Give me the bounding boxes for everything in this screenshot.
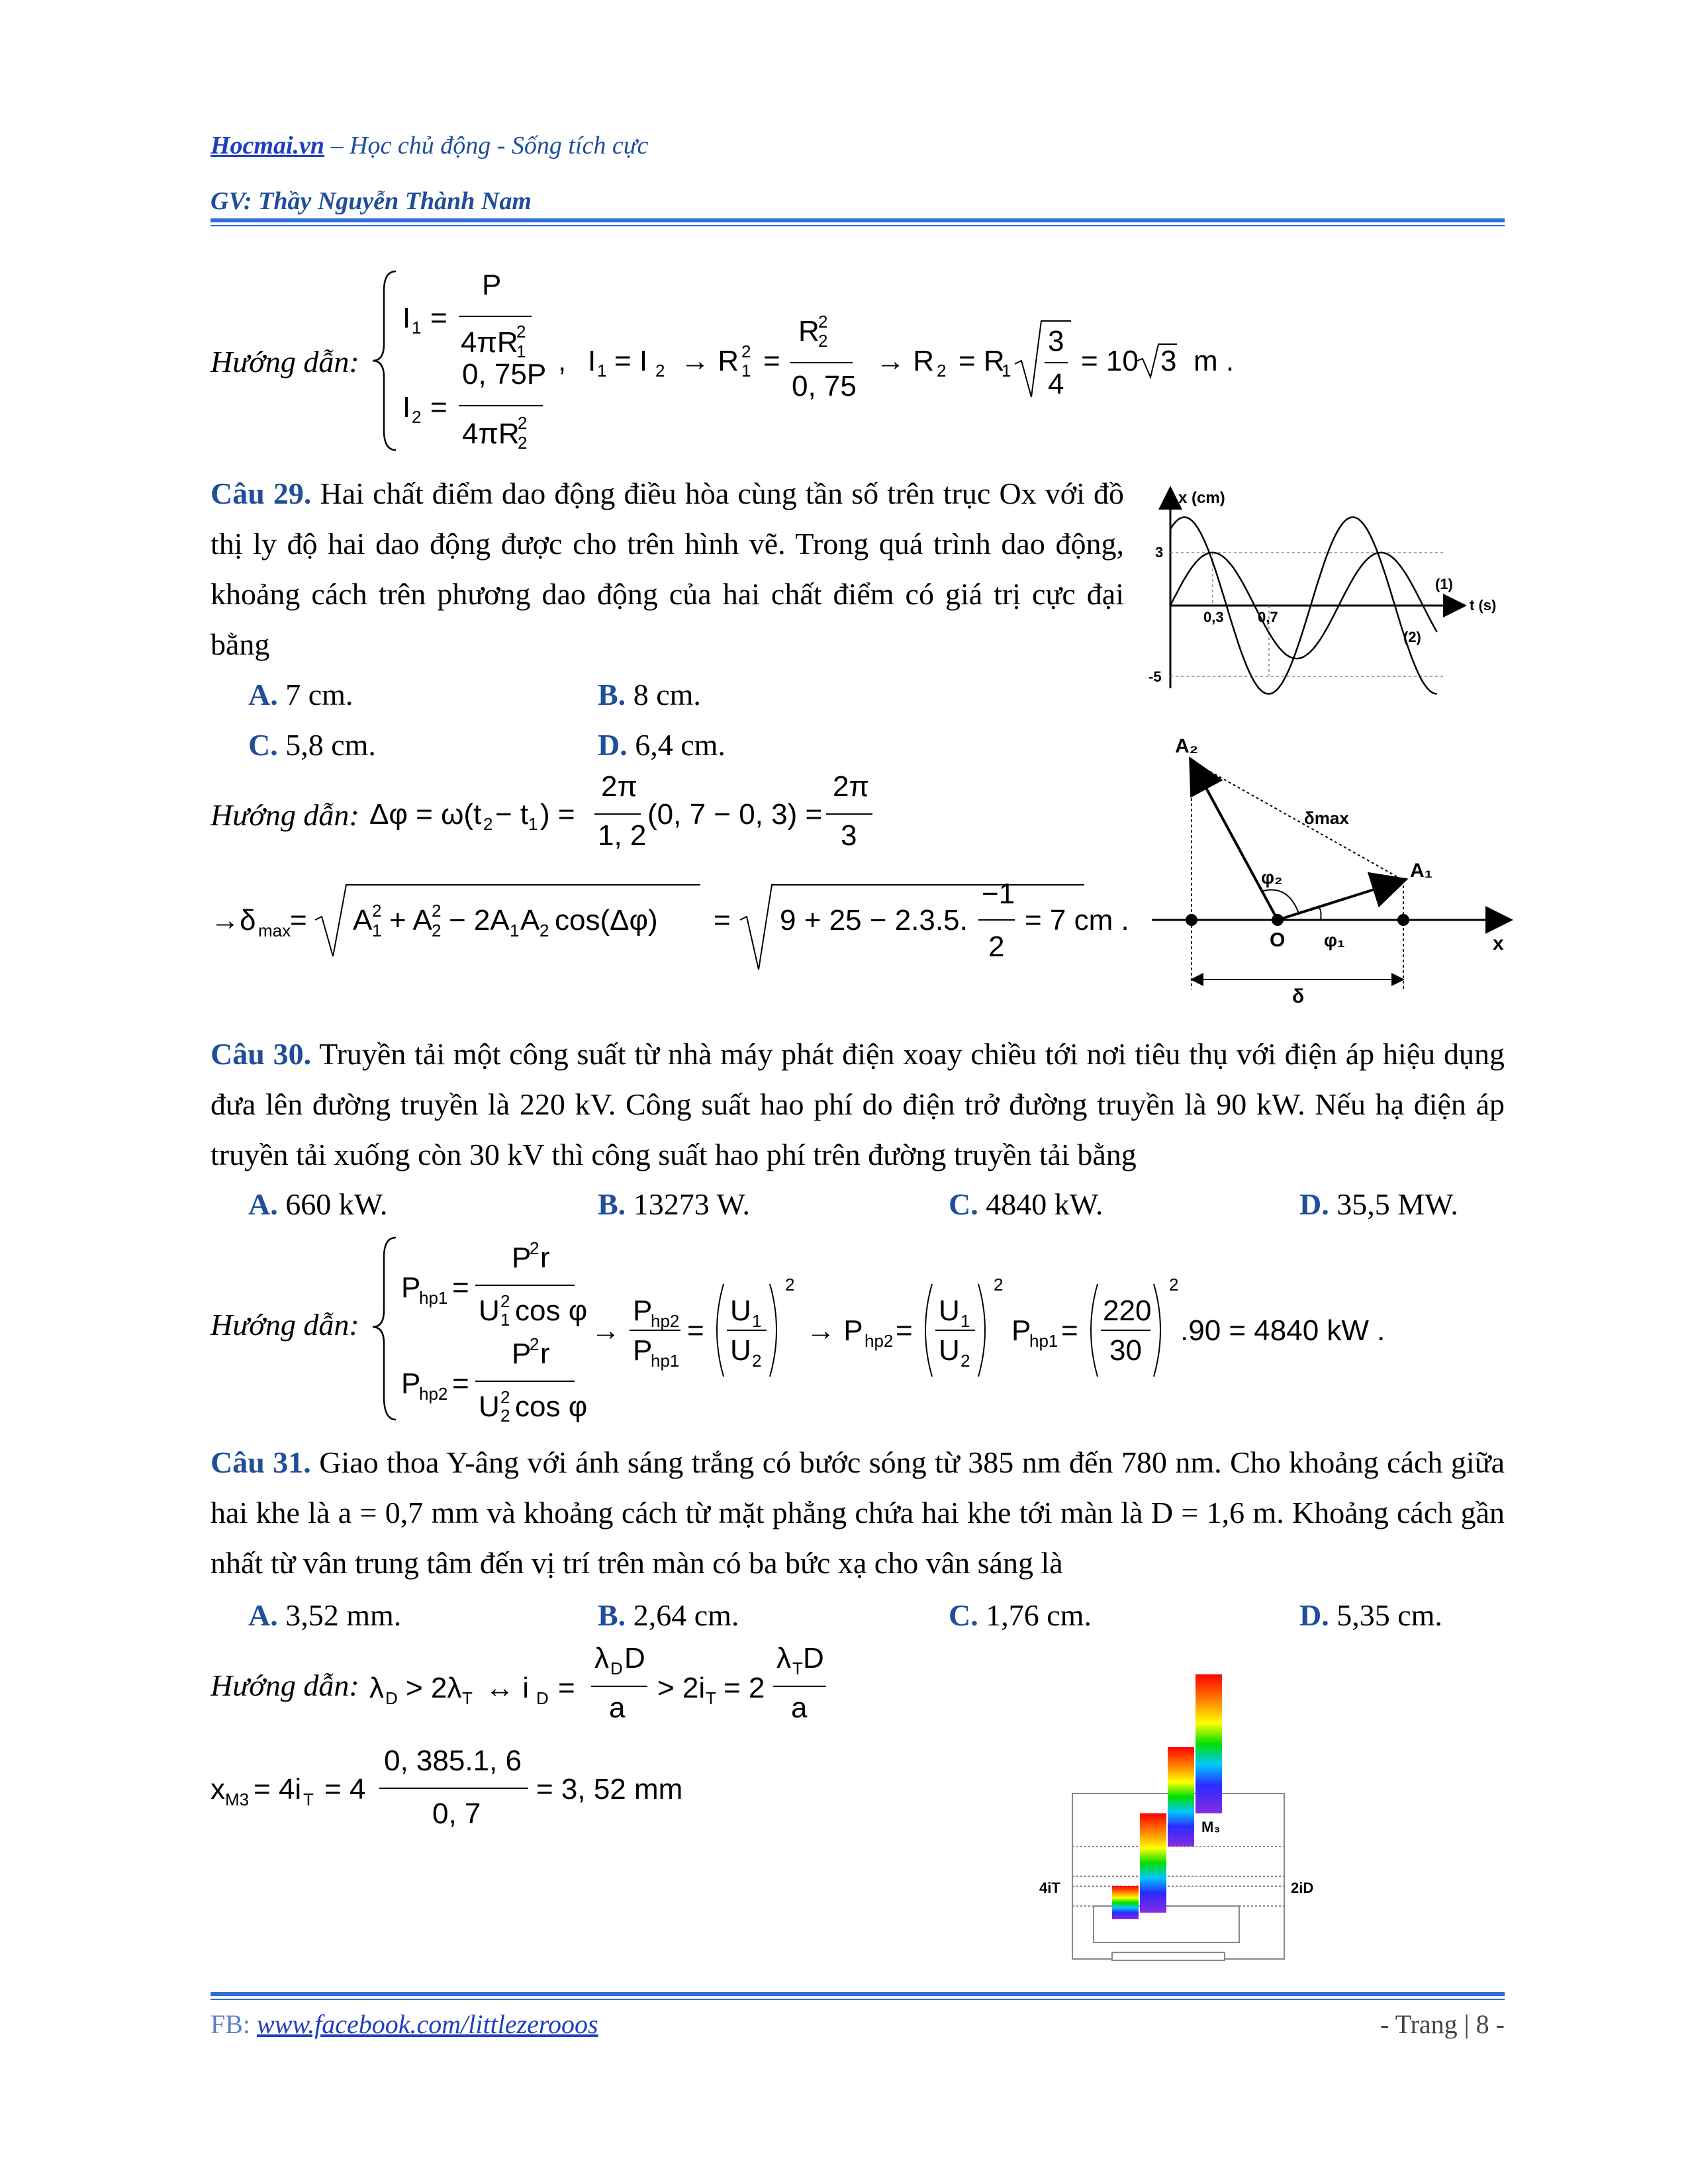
q31-option-b[interactable]: B. 2,64 cm. — [598, 1598, 739, 1632]
q29-option-c[interactable]: C. 5,8 cm. — [248, 728, 376, 762]
svg-text:3: 3 — [1048, 325, 1064, 357]
q31-text: Giao thoa Y-âng với ánh sáng trắng có bước sóng từ 385 nm đến 780 nm. Cho khoảng cách giữa hai khe là a = 0,7 mm và khoảng cách từ mặt phẳng chứa hai khe tới màn là D = 1,6 m. Khoảng cách gần nhất từ vân trung tâm đến vị trí trên màn có ba bức xạ cho vân sáng là — [211, 1445, 1505, 1580]
svg-text:= I: = I — [614, 345, 648, 377]
q31-hd-label: Hướng dẫn: — [211, 1668, 359, 1702]
svg-text:r: r — [540, 1242, 550, 1274]
q31-option-a[interactable]: A. 3,52 mm. — [248, 1598, 402, 1632]
svg-text:=: = — [687, 1314, 704, 1347]
svg-text:cos(Δφ): cos(Δφ) — [555, 904, 658, 936]
svg-text:D: D — [803, 1642, 824, 1674]
svg-text:1: 1 — [741, 361, 751, 381]
svg-text:A: A — [520, 904, 540, 936]
svg-text:U: U — [479, 1295, 500, 1327]
q31-question — [211, 1437, 1505, 1588]
footer-fb-link[interactable]: www.facebook.com/littlezerooos — [257, 2009, 598, 2039]
svg-text:0, 7: 0, 7 — [432, 1797, 481, 1830]
q28-hd-label: Hướng dẫn: — [211, 345, 359, 379]
q31-option-d[interactable]: D. 5,35 cm. — [1299, 1598, 1442, 1632]
svg-text:2: 2 — [432, 921, 442, 940]
svg-text:2: 2 — [741, 341, 751, 361]
svg-text:3: 3 — [1160, 345, 1177, 377]
svg-text:Δφ = ω(t: Δφ = ω(t — [369, 798, 482, 831]
q30-solution — [211, 1231, 1505, 1430]
svg-text:D: D — [385, 1688, 398, 1708]
svg-text:λ: λ — [594, 1642, 609, 1674]
svg-text:2: 2 — [500, 1406, 510, 1426]
svg-text:hp2: hp2 — [651, 1311, 680, 1331]
svg-text:2: 2 — [937, 361, 947, 381]
svg-text:hp2: hp2 — [419, 1384, 448, 1404]
q30-option-b[interactable]: B. 13273 W. — [598, 1187, 751, 1221]
spectrum-label-M3: M₃ — [1201, 1819, 1221, 1835]
q28-formula — [369, 265, 1429, 457]
svg-text:hp1: hp1 — [419, 1288, 448, 1308]
svg-text:=: = — [452, 1367, 469, 1400]
svg-text:) =: ) = — [540, 798, 575, 831]
svg-text:.90 = 4840 kW .: .90 = 4840 kW . — [1180, 1314, 1385, 1347]
svg-text:2: 2 — [483, 814, 493, 834]
svg-text:2: 2 — [432, 901, 442, 921]
q29-option-b[interactable]: B. 8 cm. — [598, 678, 701, 711]
q29-option-d[interactable]: D. 6,4 cm. — [598, 728, 726, 762]
svg-text:1: 1 — [1002, 361, 1011, 381]
svg-text:=: = — [452, 1271, 469, 1304]
q31-options — [248, 1590, 1506, 1641]
svg-text:max: max — [258, 921, 291, 940]
svg-text:2: 2 — [530, 1334, 539, 1354]
svg-text:hp1: hp1 — [1029, 1331, 1058, 1351]
svg-text:2: 2 — [818, 331, 828, 351]
svg-text:2: 2 — [994, 1275, 1004, 1295]
q30-option-a[interactable]: A. 660 kW. — [248, 1187, 388, 1221]
q29-solution — [211, 771, 1170, 983]
q29-options-row1 — [248, 670, 1109, 720]
svg-text:P: P — [482, 269, 502, 301]
vector-label-A2: A₂ — [1175, 735, 1198, 757]
svg-text:2: 2 — [518, 433, 528, 453]
svg-text:1: 1 — [412, 318, 422, 338]
svg-text:= 2: = 2 — [724, 1672, 765, 1704]
svg-text:2: 2 — [412, 407, 422, 427]
q30-option-c[interactable]: C. 4840 kW. — [949, 1187, 1103, 1221]
svg-text:2: 2 — [818, 312, 828, 332]
svg-text:= 7 cm .: = 7 cm . — [1025, 904, 1129, 936]
q29-label: Câu 29. — [211, 477, 312, 510]
q30-option-d[interactable]: D. 35,5 MW. — [1299, 1187, 1458, 1221]
svg-text:=: = — [430, 391, 447, 424]
spectrum-bar-4 — [1196, 1674, 1222, 1813]
q29-text: Hai chất điểm dao động điều hòa cùng tần số trên trục Ox với đồ thị ly độ hai dao động được cho trên hình vẽ. Trong quá trình dao động, khoảng cách trên phương dao động của hai chất điểm có giá trị cực đại bằng — [211, 477, 1125, 661]
svg-text:+ A: + A — [389, 904, 432, 936]
svg-text:cos φ: cos φ — [515, 1390, 588, 1423]
svg-text:= 4i: = 4i — [254, 1773, 302, 1805]
svg-text:→ R: → R — [876, 345, 934, 377]
graph-tick-03: 0,3 — [1203, 609, 1224, 625]
svg-text:= 4: = 4 — [324, 1773, 366, 1805]
q29-graph — [1125, 483, 1523, 702]
footer-fb-label: FB: — [211, 2009, 251, 2039]
svg-text:0, 75: 0, 75 — [792, 370, 857, 402]
svg-text:U: U — [939, 1334, 960, 1367]
svg-text:P: P — [512, 1338, 532, 1370]
svg-text:(0, 7 − 0, 3) =: (0, 7 − 0, 3) = — [647, 798, 823, 831]
svg-text:cos φ: cos φ — [515, 1295, 588, 1327]
svg-text:m .: m . — [1194, 345, 1235, 377]
q30-hd-label: Hướng dẫn: — [211, 1308, 359, 1342]
svg-text:− t: − t — [495, 798, 529, 831]
svg-text:2π: 2π — [833, 771, 869, 803]
graph-curve-2-label: (2) — [1403, 629, 1421, 645]
graph-tick-m5: -5 — [1149, 668, 1162, 685]
svg-text:→ P: → P — [806, 1314, 863, 1347]
svg-text:M3: M3 — [225, 1790, 250, 1809]
q29-formula-1 — [369, 771, 1164, 864]
svg-text:1: 1 — [752, 1311, 762, 1331]
svg-text:P: P — [401, 1367, 421, 1400]
q29-vector-diagram — [1125, 725, 1523, 1009]
svg-text:1: 1 — [961, 1311, 970, 1331]
svg-text:D: D — [624, 1642, 645, 1674]
svg-text:1: 1 — [516, 341, 526, 361]
svg-text:A: A — [353, 904, 373, 936]
vector-label-x: x — [1493, 933, 1504, 954]
q30-options — [248, 1179, 1506, 1230]
svg-text:4πR: 4πR — [461, 326, 518, 359]
vector-label-delta: δ — [1292, 985, 1305, 1007]
q31-spectrum-figure — [1039, 1674, 1344, 1966]
svg-text:=: = — [1061, 1314, 1078, 1347]
vector-label-O: O — [1270, 929, 1286, 951]
svg-text:2: 2 — [518, 413, 528, 433]
svg-text:= R: = R — [959, 345, 1005, 377]
svg-text:U: U — [730, 1334, 751, 1367]
svg-text:0, 75P: 0, 75P — [462, 358, 547, 390]
svg-text:−1: −1 — [982, 878, 1015, 910]
spectrum-label-4iT: 4iT — [1039, 1880, 1060, 1896]
vector-label-dmax: δmax — [1304, 808, 1349, 828]
q29-options-row2 — [248, 720, 1109, 770]
svg-text:2: 2 — [530, 1238, 539, 1258]
q31-solution — [211, 1641, 1071, 1853]
footer-fb — [211, 2009, 598, 2040]
footer-page-number: - Trang | 8 - — [1380, 2009, 1505, 2039]
header-slogan: Học chủ động - Sống tích cực — [350, 132, 649, 159]
svg-text:→: → — [591, 1314, 620, 1347]
svg-text:2: 2 — [539, 921, 549, 940]
svg-text:4πR: 4πR — [462, 418, 520, 450]
svg-text:2π: 2π — [601, 771, 637, 803]
svg-text:→δ: →δ — [211, 904, 256, 936]
svg-text:2: 2 — [500, 1387, 510, 1407]
vector-label-phi1: φ₁ — [1324, 930, 1345, 950]
graph-tick-07: 0,7 — [1258, 609, 1278, 625]
svg-text:P: P — [512, 1242, 532, 1274]
svg-text:R: R — [798, 315, 820, 347]
q31-formula-1 — [369, 1641, 1031, 1727]
graph-curve-1-label: (1) — [1435, 576, 1453, 592]
svg-text:r: r — [540, 1338, 550, 1370]
header-rule-thin — [211, 225, 1505, 226]
svg-text:2: 2 — [516, 322, 526, 341]
svg-text:I: I — [402, 302, 411, 334]
header-brand — [211, 131, 648, 160]
q31-option-c[interactable]: C. 1,76 cm. — [949, 1598, 1092, 1632]
q29-hd-label: Hướng dẫn: — [211, 798, 359, 832]
svg-text:,: , — [558, 345, 567, 377]
svg-text:I: I — [402, 391, 411, 424]
svg-text:→ R: → R — [680, 345, 739, 377]
svg-text:P: P — [401, 1271, 421, 1304]
svg-text:T: T — [792, 1659, 803, 1678]
header-teacher: GV: Thầy Nguyễn Thành Nam — [211, 187, 532, 215]
svg-text:hp2: hp2 — [865, 1331, 894, 1351]
svg-text:2: 2 — [785, 1275, 795, 1295]
svg-text:U: U — [939, 1295, 960, 1327]
svg-text:U: U — [730, 1295, 751, 1327]
svg-text:1: 1 — [500, 1310, 510, 1330]
svg-text:=: = — [430, 302, 447, 334]
svg-text:=: = — [290, 904, 307, 936]
svg-text:2: 2 — [752, 1351, 762, 1371]
svg-text:=: = — [714, 904, 731, 936]
svg-text:1: 1 — [510, 921, 520, 940]
svg-text:P: P — [633, 1334, 653, 1367]
svg-text:= 3, 52 mm: = 3, 52 mm — [536, 1773, 683, 1805]
svg-text:1: 1 — [597, 361, 607, 381]
q29-formula-2 — [211, 870, 1170, 983]
site-link[interactable]: Hocmai.vn — [211, 132, 325, 159]
svg-text:1: 1 — [528, 814, 538, 834]
spectrum-bar-2 — [1140, 1813, 1166, 1913]
svg-text:I: I — [588, 345, 596, 377]
graph-x-label: t (s) — [1470, 597, 1497, 614]
svg-text:> 2λ: > 2λ — [406, 1672, 462, 1704]
svg-text:− 2A: − 2A — [449, 904, 510, 936]
graph-tick-3: 3 — [1155, 544, 1164, 561]
q29-option-a[interactable]: A. 7 cm. — [248, 678, 353, 711]
svg-text:a: a — [609, 1692, 626, 1724]
svg-text:2: 2 — [988, 931, 1005, 963]
svg-text:P: P — [1011, 1314, 1031, 1347]
q31-label: Câu 31. — [211, 1445, 311, 1479]
svg-text:0, 385.1, 6: 0, 385.1, 6 — [384, 1745, 522, 1777]
svg-text:U: U — [479, 1390, 500, 1423]
footer-rule-thin — [211, 1999, 1505, 2000]
svg-text:2: 2 — [500, 1291, 510, 1311]
svg-text:2: 2 — [961, 1351, 970, 1371]
q29-question — [211, 469, 1124, 670]
svg-text:λ: λ — [369, 1672, 384, 1704]
svg-text:= 10: = 10 — [1081, 345, 1139, 377]
svg-text:=: = — [558, 1672, 575, 1704]
svg-text:3: 3 — [841, 819, 857, 852]
spectrum-bar-3 — [1168, 1747, 1194, 1846]
header-rule-thick — [211, 218, 1505, 222]
svg-text:a: a — [791, 1692, 808, 1724]
svg-text:hp1: hp1 — [651, 1351, 680, 1371]
svg-text:220: 220 — [1103, 1295, 1152, 1327]
q30-question — [211, 1029, 1505, 1180]
footer-rule-thick — [211, 1992, 1505, 1996]
q28-solution — [211, 265, 1468, 457]
graph-y-label: x (cm) — [1178, 489, 1225, 507]
vector-label-phi2: φ₂ — [1261, 867, 1283, 887]
svg-text:P: P — [633, 1295, 653, 1327]
svg-text:T: T — [462, 1688, 473, 1708]
svg-text:4: 4 — [1048, 368, 1064, 400]
svg-text:D: D — [610, 1659, 623, 1678]
svg-text:30: 30 — [1109, 1334, 1142, 1367]
svg-text:λ: λ — [776, 1642, 791, 1674]
svg-text:1: 1 — [372, 921, 382, 940]
svg-text:2: 2 — [655, 361, 665, 381]
svg-text:2: 2 — [372, 901, 382, 921]
svg-text:↔ i: ↔ i — [485, 1672, 529, 1704]
q30-label: Câu 30. — [211, 1037, 312, 1071]
q30-text: Truyền tải một công suất từ nhà máy phát điện xoay chiều tới nơi tiêu thụ với điện áp hiệu dụng đưa lên đường truyền là 220 kV. Công suất hao phí do điện trở đường truyền là 90 kW. Nếu hạ điện áp truyền tải xuống còn 30 kV thì công suất hao phí trên đường truyền tải bằng — [211, 1037, 1505, 1171]
svg-text:=: = — [763, 345, 780, 377]
svg-text:T: T — [706, 1688, 716, 1708]
vector-label-A1: A₁ — [1410, 860, 1433, 882]
svg-text:=: = — [896, 1314, 913, 1347]
q30-formula — [369, 1231, 1495, 1430]
svg-text:1, 2: 1, 2 — [598, 819, 647, 852]
svg-text:T: T — [303, 1790, 314, 1809]
svg-text:2: 2 — [1169, 1275, 1179, 1295]
svg-text:x: x — [211, 1773, 225, 1805]
q31-formula-2 — [211, 1741, 1005, 1840]
svg-text:> 2i: > 2i — [657, 1672, 706, 1704]
header-dash: – — [330, 132, 344, 159]
svg-text:9 + 25 − 2.3.5.: 9 + 25 − 2.3.5. — [780, 904, 968, 936]
vector-A1 — [1278, 880, 1403, 920]
spectrum-label-2iD: 2iD — [1291, 1880, 1314, 1896]
svg-text:D: D — [536, 1688, 549, 1708]
spectrum-bar-1 — [1112, 1886, 1139, 1919]
